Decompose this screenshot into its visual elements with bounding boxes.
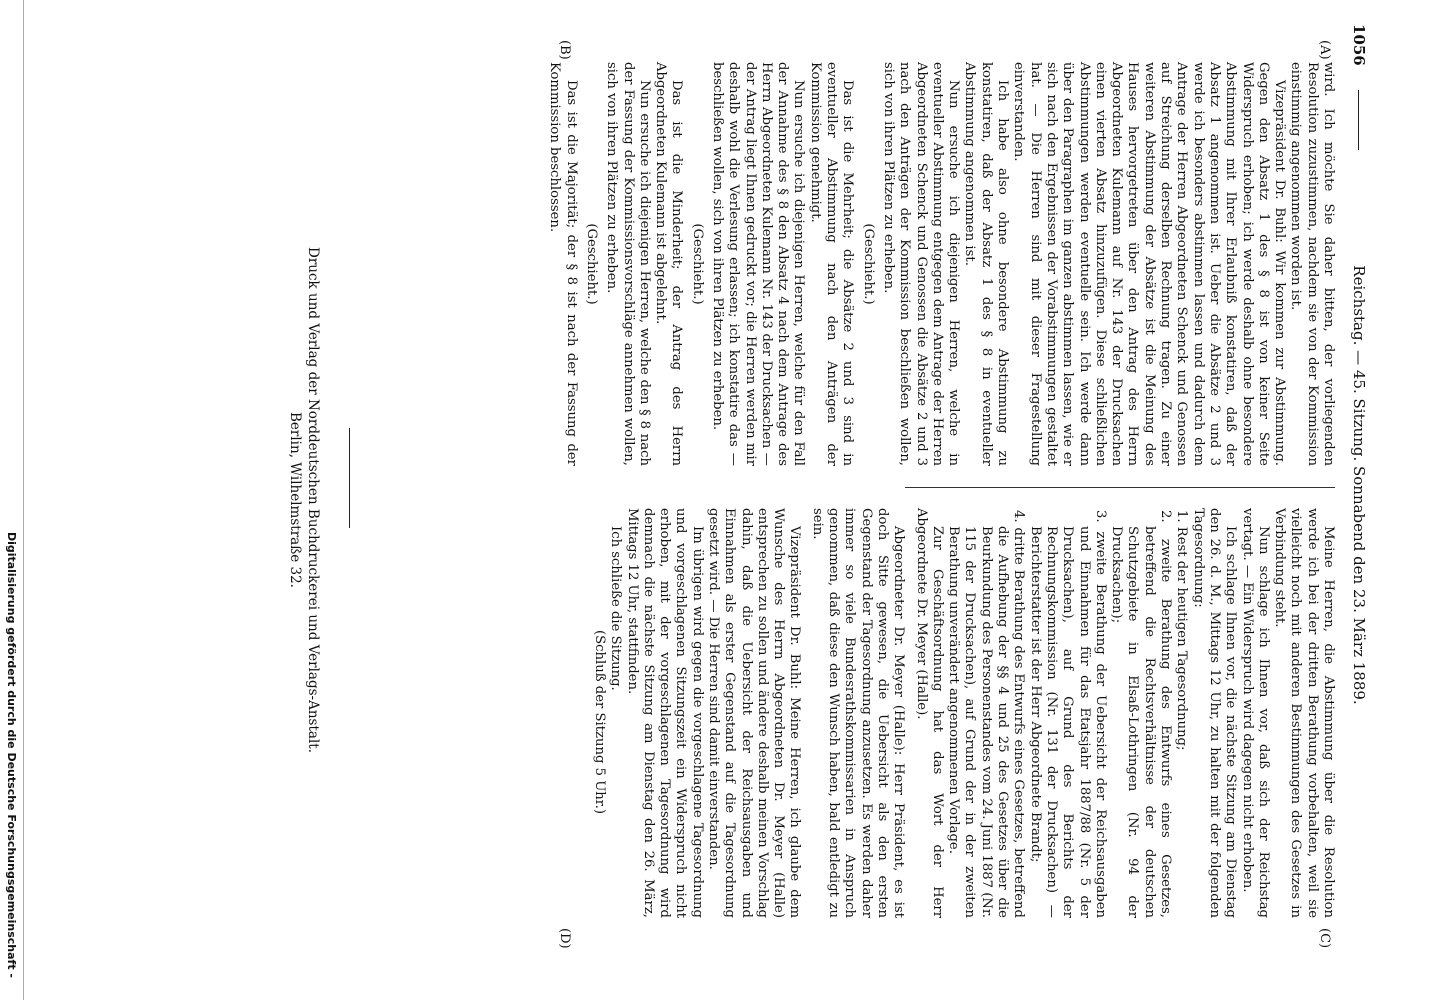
session-end-note: (Schluß der Sitzung 5 Uhr.)	[591, 629, 607, 814]
digitization-credit	[0, 0, 24, 1000]
paragraph: Ich schließe die Sitzung.	[608, 526, 624, 691]
paragraph: Das ist die Mehrheit; die Absätze 2 und 3 sind in eventueller Abstimmung nach den Anträgen der Kommission genehmigt.	[807, 62, 856, 466]
margin-marker-b: (B)	[557, 40, 572, 60]
paragraph: Nun schlage ich Ihnen vor, daß sich der Reichstag vertagt. — Ein Widerspruch wird dagegen nicht erhoben.	[1239, 508, 1271, 918]
paragraph: 4. dritte Berathung des Entwurfs eines Gesetzes, betreffend die Aufhebung der §§ 4 und 25 des Gesetzes über die Beurkundung des Personenstandes vom 24. Juni 1887 (Nr. 115 der Drucksachen), auf Grund der in der zweiten Berathung unverändert angenommenen Vorlage.	[946, 510, 1027, 918]
paragraph: (Geschieht.)	[689, 223, 705, 305]
credit-text: Digitalisierung gefördert durch die Deutsche Forschungsgemeinschaft -	[5, 531, 18, 978]
paragraph: Vizepräsident Dr. Buhl: Meine Herren, ich glaube dem Wunsche des Herrn Abgeordneten Dr. Meyer (Halle) entsprechen zu sollen und ändere deshalb meinen Vorschlag dahin, daß die Uebersicht der Reichsausgaben und Einnahmen als erster Gegenstand auf die Tagesordnung gesetzt wird. — Die Herren sind damit einverstanden.	[706, 508, 803, 918]
margin-marker-c: (C)	[1317, 928, 1332, 949]
running-title: Reichstag. — 45. Sitzung. Sonnabend den 23. März 1889.	[1350, 265, 1368, 705]
paragraph: 1. Rest der heutigen Tagesordnung;	[1174, 510, 1190, 751]
end-rule	[344, 428, 350, 528]
column-divider	[905, 487, 1335, 488]
paragraph: Zur Geschäftsordnung hat das Wort der Herr Abgeordnete Dr. Meyer (Halle).	[913, 508, 945, 918]
paragraph: Im übrigen wird gegen die vorgeschlagene Tagesordnung und vorgeschlagenen Sitzungszeit ein Widerspruch nicht erhoben, mit der vorgeschlagenen Tagesordnung wird demnach die nächste Sitzung am Dienstag den 26. März, Mittags 12 Uhr, stattfinden.	[624, 508, 705, 918]
paragraph: Abgeordneter Dr. Meyer (Halle): Herr Präsident, es ist doch Sitte gewesen, die Uebersicht als den ersten Gegenstand der Tagesordnung anzusetzen. Es werden daher immer so viele Bundesrathskommissarien in Anspruch genommen, daß diese den Wunsch haben, bald entledigt zu sein.	[809, 508, 907, 918]
imprint-line-2: Berlin, Wilhelmstraße 32.	[287, 412, 303, 588]
margin-marker-d: (D)	[557, 928, 572, 949]
paragraph: 2. zweite Berathung des Entwurfs eines Gesetzes, betreffend die Rechtsverhältnisse der deutschen Schutzgebiete in Elsaß-Lothringen (Nr. 94 der Drucksachen);	[1109, 510, 1174, 918]
paragraph: Meine Herren, die Abstimmung über die Resolution werde ich bei der dritten Berathung vorbehalten, weil sie vielleicht noch mit anderen Bestimmungen des Gesetzes in Verbindung steht.	[1272, 508, 1336, 918]
left-text-column	[546, 62, 1336, 466]
paragraph: Ich habe also ohne besondere Abstimmung zu konstatiren, daß der Absatz 1 des § 8 in eventueller Abstimmung angenommen ist.	[962, 62, 1011, 466]
imprint-line-1: Druck und Verlag der Norddeutschen Buchdruckerei und Verlags-Anstalt.	[305, 247, 321, 753]
imprint	[286, 120, 322, 880]
page-number: 1056	[1350, 24, 1368, 66]
paragraph: Das ist die Majorität; der § 8 ist nach der Fassung der Kommission beschlossen.	[547, 62, 579, 466]
paragraph: Nun ersuche ich diejenigen Herren, welche den § 8 nach der Fassung der Kommissionsvorschläge annehmen wollen, sich von ihren Plätzen zu erheben.	[604, 62, 652, 466]
paragraph: wird. Ich möchte Sie daher bitten, der vorliegenden Resolution zuzustimmen, nachdem sie von der Kommission einstimmig angenommen worden ist.	[1288, 62, 1336, 466]
paragraph: Ich schlage Ihnen vor, die nächste Sitzung am Dienstag den 26. d. M., Mittags 12 Uhr, zu halten mit der folgenden Tagesordnung:	[1190, 508, 1239, 918]
paragraph: (Geschieht.)	[583, 223, 599, 305]
paragraph: Nun ersuche ich diejenigen Herren, welche für den Fall der Annahme des § 8 den Absatz 4 nach dem Antrage des Herrn Abgeordneten Kulemann Nr. 143 der Drucksachen — der Antrag liegt Ihnen gedruckt vor; die Herren werden mir deshalb wohl die Verlesung erlassen; ich konstatire das — beschließen wollen, sich von ihren Plätzen zu erheben.	[710, 62, 807, 466]
margin-marker-a: (A)	[1317, 40, 1332, 60]
page-header	[1344, 20, 1370, 950]
right-text-column	[591, 508, 1336, 918]
paragraph: 3. zweite Berathung der Uebersicht der Reichsausgaben und Einnahmen für das Etatsjahr 1887/88 (Nr. 5 der Drucksachen), auf Grund des Berichts der Rechnungskommission (Nr. 131 der Drucksachen) — Berichterstatter ist der Herr Abgeordnete Brandt;	[1027, 510, 1108, 918]
paragraph: Nun ersuche ich diejenigen Herren, welche in eventueller Abstimmung entgegen dem Antrage der Herren Abgeordneten Schenck und Genossen die Absätze 2 und 3 nach den Anträgen der Kommission beschließen wollen, sich von ihren Plätzen zu erheben.	[880, 62, 962, 466]
paragraph: Vizepräsident Dr. Buhl: Wir kommen zur Abstimmung. Gegen den Absatz 1 des § 8 ist von keiner Seite Widerspruch erhoben; ich werde deshalb ohne besondere Abstimmung mit Ihrer Erlaubniß konstatiren, daß der Absatz 1 angenommen ist. Ueber die Absätze 2 und 3 werde ich besonders abstimmen lassen und dadurch dem Antrage der Herren Abgeordneten Schenck und Genossen auf Streichung derselben Rechnung tragen. Zu einer weiteren Abstimmung der Absätze ist die Meinung des Hauses hervorgetreten über den Antrag des Herrn Abgeordneten Kulemann auf Nr. 143 der Drucksachen einen vierten Absatz hinzuzufügen. Diese schließlichen Abstimmungen werden eventuelle sein. Ich werde dann über den Paragraphen im ganzen abstimmen lassen, wie er sich nach den Ergebnissen der Vorabstimmungen gestaltet hat. — Die Herren sind mit dieser Fragestellung einverstanden.	[1011, 62, 1288, 466]
paragraph: (Geschieht.)	[860, 223, 876, 305]
paragraph: Das ist die Minderheit; der Antrag des Herrn Abgeordneten Kulemann ist abgelehnt.	[653, 62, 685, 466]
